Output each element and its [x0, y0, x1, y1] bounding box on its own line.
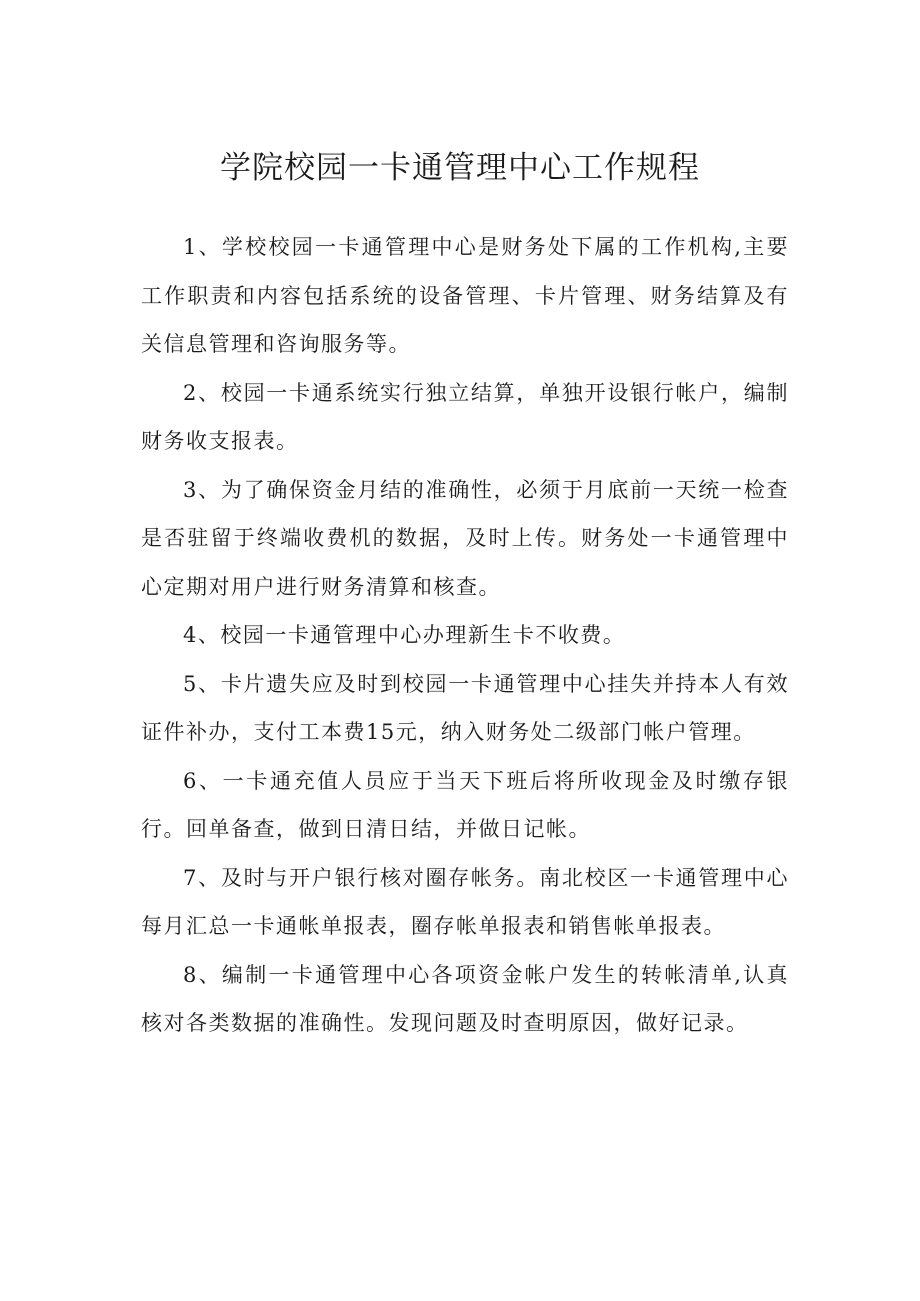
paragraph-7: 7、及时与开户银行核对圈存帐务。南北校区一卡通管理中心每月汇总一卡通帐单报表，圈存帐单报表和销售帐单报表。	[141, 865, 789, 938]
paragraph-3: 3、为了确保资金月结的准确性，必须于月底前一天统一检查是否驻留于终端收费机的数据，及时上传。财务处一卡通管理中心定期对用户进行财务清算和核查。	[141, 477, 789, 599]
paragraph-4: 4、校园一卡通管理中心办理新生卡不收费。	[183, 623, 626, 647]
paragraph-6: 6、一卡通充值人员应于当天下班后将所收现金及时缴存银行。回单备查，做到日清日结，并做日记帐。	[141, 768, 789, 841]
paragraph-2: 2、校园一卡通系统实行独立结算，单独开设银行帐户，编制财务收支报表。	[141, 380, 789, 453]
document-title: 学院校园一卡通管理中心工作规程	[220, 150, 700, 186]
document-body	[141, 223, 789, 1048]
paragraph-1: 1、学校校园一卡通管理中心是财务处下属的工作机构,主要工作职责和内容包括系统的设备管理、卡片管理、财务结算及有关信息管理和咨询服务等。	[141, 235, 789, 356]
paragraph-8: 8、编制一卡通管理中心各项资金帐户发生的转帐清单,认真核对各类数据的准确性。发现问题及时查明原因，做好记录。	[141, 962, 789, 1035]
paragraph-5: 5、卡片遗失应及时到校园一卡通管理中心挂失并持本人有效证件补办，支付工本费15元，纳入财务处二级部门帐户管理。	[141, 671, 789, 744]
